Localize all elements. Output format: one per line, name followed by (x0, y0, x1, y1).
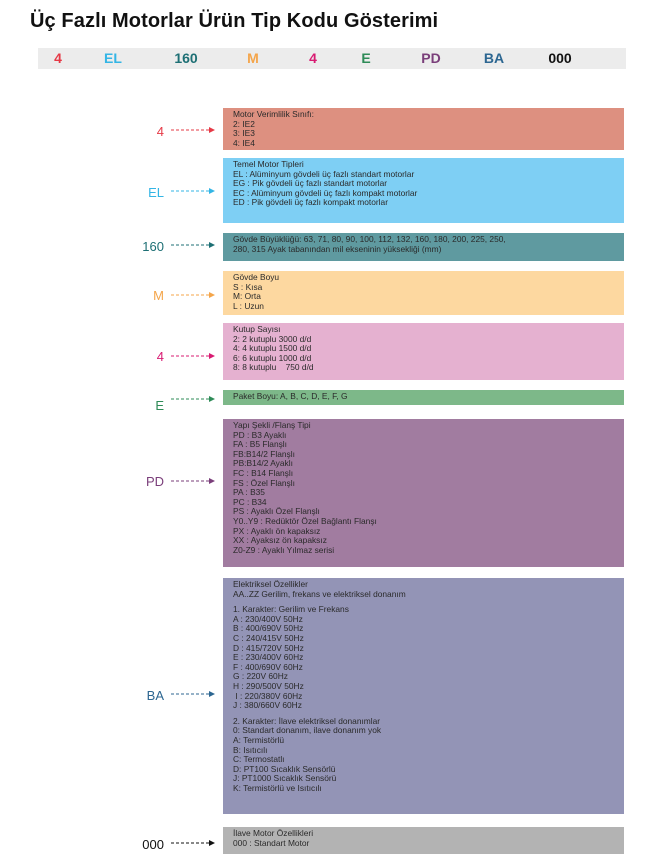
section-line: J: PT1000 Sıcaklık Sensörü (233, 773, 337, 784)
section-box-frame-size (223, 233, 624, 261)
code-mounting: PD (421, 50, 441, 66)
section-label-electrical: BA (146, 688, 164, 703)
code-motor-type: EL (104, 50, 122, 66)
section-line: FC : B14 Flanşlı (233, 467, 294, 478)
section-box-efficiency (223, 108, 624, 150)
section-line: EG : Pik gövdeli üç fazlı standart motorlar (233, 178, 388, 189)
section-arrow-electrical (171, 690, 215, 698)
section-heading: Kutup Sayısı (233, 324, 281, 334)
section-box-frame-length (223, 271, 624, 315)
section-line: ED : Pik gövdeli üç fazlı kompakt motorlar (233, 197, 388, 208)
section-heading: Temel Motor Tipleri (233, 159, 304, 169)
section-line: 4: 4 kutuplu 1500 d/d (233, 343, 312, 354)
section-line: XX : Ayaksız ön kapaksız (233, 535, 327, 546)
section-heading: Yapı Şekli /Flanş Tipi (233, 420, 311, 430)
section-line: E : 230/400V 60Hz (233, 652, 304, 663)
section-arrow-frame-length (171, 291, 215, 299)
section-box-additional (223, 827, 624, 854)
section-line: S : Kısa (233, 281, 263, 292)
section-line: 3: IE3 (233, 128, 255, 139)
section-line: FA : B5 Flanşlı (233, 439, 287, 450)
section-line: C: Termostatlı (233, 754, 285, 765)
section-line: 2: 2 kutuplu 3000 d/d (233, 333, 312, 344)
section-label-frame-length: M (153, 288, 164, 303)
section-line: G : 220V 60Hz (233, 671, 288, 682)
section-line: I : 220/380V 60Hz (233, 690, 303, 701)
section-arrow-mounting (171, 477, 215, 485)
type-code-bar (38, 48, 626, 69)
section-line: 4: IE4 (233, 137, 255, 148)
code-electrical: BA (483, 50, 505, 66)
section-line: 2: IE2 (233, 118, 255, 129)
section-line: H : 290/500V 50Hz (233, 680, 304, 691)
section-line: 000 : Standart Motor (233, 837, 310, 848)
code-frame-size: 160 (174, 50, 198, 66)
section-box-pole-count (223, 323, 624, 380)
section-line: B : 400/690V 50Hz (233, 623, 304, 634)
section-arrow-package-length (171, 395, 215, 403)
section-line: D : 415/720V 50Hz (233, 642, 304, 653)
section-line: PB:B14/2 Ayaklı (233, 458, 293, 469)
section-heading: Paket Boyu: A, B, C, D, E, F, G (233, 391, 348, 401)
section-label-efficiency: 4 (156, 124, 164, 139)
section-line: Y0..Y9 : Redüktör Özel Bağlantı Flanşı (233, 515, 377, 526)
section-line: C : 240/415V 50Hz (233, 632, 304, 643)
section-line: 2. Karakter: İlave elektriksel donanımlar (233, 715, 381, 726)
section-line: D: PT100 Sıcaklık Sensörlü (233, 763, 336, 774)
section-box-mounting (223, 419, 624, 567)
section-arrow-additional (171, 839, 215, 847)
section-heading: Gövde Boyu (233, 272, 280, 282)
section-line: EC : Alüminyum gövdeli üç fazlı kompakt motorlar (233, 187, 418, 198)
section-label-additional: 000 (142, 837, 164, 852)
section-line: AA..ZZ Gerilim, frekans ve elektriksel donanım (233, 588, 406, 599)
section-arrow-motor-type (171, 187, 215, 195)
section-line: FB:B14/2 Flanşlı (233, 448, 295, 459)
section-line: L : Uzun (233, 300, 264, 311)
code-pole-count: 4 (309, 50, 317, 66)
code-package-length: E (361, 50, 371, 66)
section-label-mounting: PD (145, 474, 164, 489)
section-line: K: Termistörlü ve Isıtıcılı (233, 782, 322, 793)
section-box-motor-type (223, 158, 624, 223)
section-line: EL : Alüminyum gövdeli üç fazlı standart motorlar (233, 168, 415, 179)
section-arrow-frame-size (171, 241, 215, 249)
section-line: FS : Özel Flanşlı (233, 477, 295, 488)
section-heading: Motor Verimlilik Sınıfı: (233, 109, 314, 119)
section-line: 8: 8 kutuplu 750 d/d (233, 362, 314, 373)
section-line: 1. Karakter: Gerilim ve Frekans (233, 604, 349, 615)
section-line: PX : Ayaklı ön kapaksız (233, 525, 321, 536)
code-frame-length: M (247, 50, 259, 66)
section-label-motor-type: EL (148, 185, 164, 200)
code-additional: 000 (548, 50, 572, 66)
section-box-package-length (223, 390, 624, 405)
section-heading: İlave Motor Özellikleri (233, 828, 314, 838)
section-label-frame-size: 160 (142, 239, 164, 254)
section-line: F : 400/690V 60Hz (233, 661, 303, 672)
section-line: J : 380/660V 60Hz (233, 700, 302, 711)
section-heading: Elektriksel Özellikler (233, 579, 308, 589)
section-label-package-length: E (155, 398, 164, 413)
section-line: PC : B34 (233, 496, 267, 507)
section-line: Z0-Z9 : Ayaklı Yılmaz serisi (233, 544, 335, 555)
section-line: M: Orta (233, 291, 261, 302)
section-label-pole-count: 4 (156, 349, 164, 364)
section-line: B: Isıtıcılı (233, 744, 268, 755)
page-title: Üç Fazlı Motorlar Ürün Tip Kodu Gösterimi (30, 10, 439, 32)
section-line: A: Termistörlü (233, 734, 285, 745)
section-line: A : 230/400V 50Hz (233, 613, 303, 624)
section-arrow-efficiency (171, 126, 215, 134)
section-heading: Gövde Büyüklüğü: 63, 71, 80, 90, 100, 112, 132, 160, 180, 200, 225, 250, (233, 234, 506, 244)
section-line: 0: Standart donanım, ilave donanım yok (233, 725, 382, 736)
section-arrow-pole-count (171, 352, 215, 360)
section-line: PS : Ayaklı Özel Flanşlı (233, 506, 320, 517)
code-efficiency: 4 (54, 50, 62, 66)
section-box-electrical (223, 578, 624, 814)
section-line: PA : B35 (233, 487, 265, 498)
section-line: 280, 315 Ayak tabanından mil ekseninin yüksekliği (mm) (233, 243, 442, 254)
section-line: PD : B3 Ayaklı (233, 429, 287, 440)
section-line: 6: 6 kutuplu 1000 d/d (233, 352, 312, 363)
